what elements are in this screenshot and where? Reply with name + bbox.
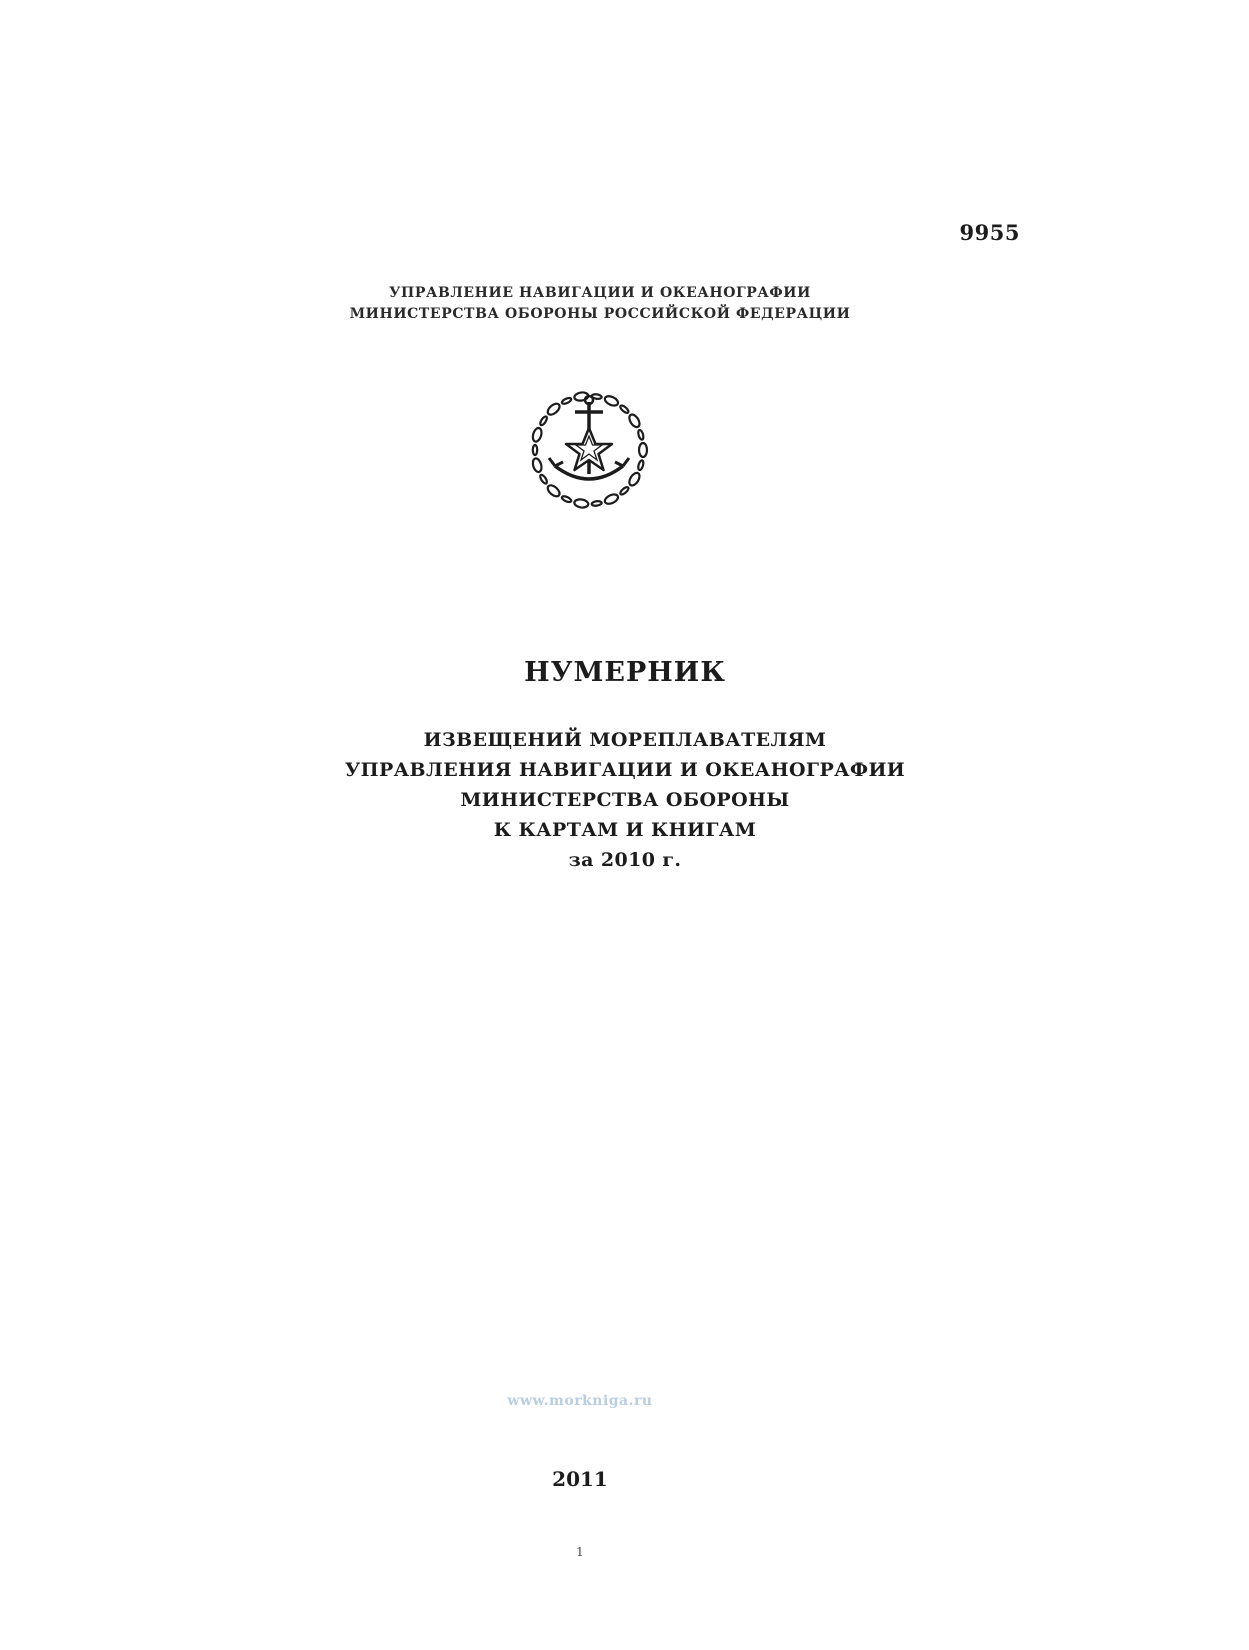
main-title: НУМЕРНИК xyxy=(524,657,726,688)
subtitle-line-2: УПРАВЛЕНИЯ НАВИГАЦИИ И ОКЕАНОГРАФИИ xyxy=(344,759,906,781)
publication-year: 2011 xyxy=(552,1467,608,1491)
subtitle-line-5: за 2010 г. xyxy=(568,849,682,871)
issuer-block xyxy=(200,283,1000,325)
issuer-line-1: УПРАВЛЕНИЕ НАВИГАЦИИ И ОКЕАНОГРАФИИ xyxy=(389,285,811,301)
subtitle-line-1: ИЗВЕЩЕНИЙ МОРЕПЛАВАТЕЛЯМ xyxy=(423,729,827,751)
page-number: 1 xyxy=(576,1545,584,1559)
naval-anchor-star-emblem-icon xyxy=(527,388,651,512)
subtitle-line-3: МИНИСТЕРСТВА ОБОРОНЫ xyxy=(460,789,790,811)
issuer-line-2: МИНИСТЕРСТВА ОБОРОНЫ РОССИЙСКОЙ ФЕДЕРАЦИИ xyxy=(349,306,851,322)
subtitle-line-4: К КАРТАМ И КНИГАМ xyxy=(493,819,757,841)
document-number: 9955 xyxy=(959,220,1020,245)
watermark-url: www.morkniga.ru xyxy=(507,1393,653,1409)
subtitle-block xyxy=(200,725,1050,875)
